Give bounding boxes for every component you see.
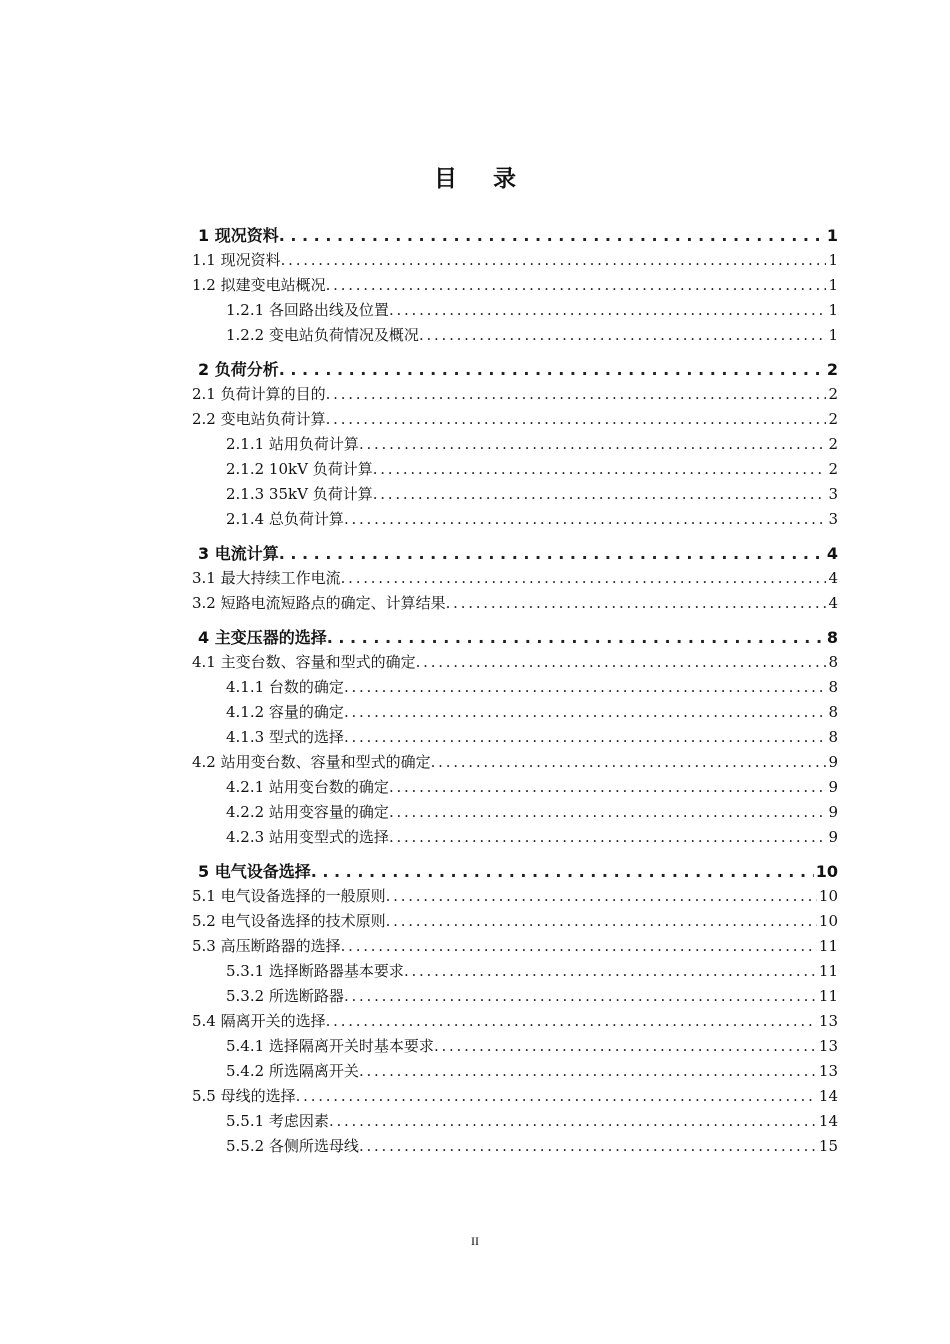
toc-entry-page-number: 10: [818, 887, 838, 905]
toc-entry-label: 4.2.2 站用变容量的确定: [226, 803, 389, 821]
toc-entry-page-number: 2: [828, 460, 838, 478]
toc-dot-leader: [404, 959, 817, 984]
toc-entry[interactable]: [192, 1009, 838, 1034]
toc-dot-leader: [326, 273, 827, 298]
toc-entry[interactable]: [192, 800, 838, 825]
toc-entry-page-number: 3: [828, 485, 838, 503]
toc-entry-page-number: 3: [828, 510, 838, 528]
toc-entry[interactable]: [192, 542, 838, 566]
toc-entry-page-number: 15: [818, 1137, 838, 1155]
toc-dot-leader: [389, 825, 827, 850]
toc-entry[interactable]: [192, 984, 838, 1009]
toc-entry-page-number: 9: [828, 778, 838, 796]
toc-entry-label: 4.1.3 型式的选择: [226, 728, 344, 746]
toc-entry[interactable]: [192, 298, 838, 323]
toc-entry-label: 2.1.4 总负荷计算: [226, 510, 344, 528]
toc-dot-leader: [431, 750, 827, 775]
toc-entry-page-number: 11: [818, 937, 838, 955]
toc-entry[interactable]: [192, 825, 838, 850]
toc-dot-leader: [344, 507, 827, 532]
toc-entry[interactable]: [192, 566, 838, 591]
table-of-contents: [192, 224, 838, 1159]
toc-entry-label: 5.3.1 选择断路器基本要求: [226, 962, 404, 980]
toc-entry[interactable]: [192, 934, 838, 959]
toc-entry[interactable]: [192, 626, 838, 650]
toc-dot-leader: [329, 1109, 817, 1134]
toc-dot-leader: [344, 675, 827, 700]
toc-dot-leader: [359, 1134, 817, 1159]
toc-entry-page-number: 9: [828, 803, 838, 821]
toc-entry-page-number: 8: [826, 628, 838, 647]
toc-entry-label: 2 负荷分析: [198, 360, 279, 379]
toc-entry-page-number: 13: [818, 1037, 838, 1055]
toc-dot-leader: [326, 407, 827, 432]
page-number: II: [471, 1234, 479, 1248]
toc-dot-leader: [326, 382, 827, 407]
toc-entry-label: 3.1 最大持续工作电流: [192, 569, 341, 587]
toc-entry[interactable]: [192, 650, 838, 675]
toc-dot-leader: [341, 566, 827, 591]
toc-entry-label: 1 现况资料: [198, 226, 279, 245]
toc-entry-label: 4.2.3 站用变型式的选择: [226, 828, 389, 846]
toc-entry-page-number: 2: [828, 410, 838, 428]
toc-entry[interactable]: [192, 909, 838, 934]
toc-dot-leader: [389, 775, 827, 800]
toc-entry[interactable]: [192, 1134, 838, 1159]
toc-entry-label: 5.5.1 考虑因素: [226, 1112, 329, 1130]
toc-entry[interactable]: [192, 591, 838, 616]
toc-dot-leader: [359, 432, 827, 457]
toc-dot-leader: [281, 248, 827, 273]
toc-dot-leader: [344, 725, 827, 750]
toc-entry-label: 2.1 负荷计算的目的: [192, 385, 326, 403]
toc-dot-leader: [389, 298, 827, 323]
toc-entry-page-number: 4: [828, 569, 838, 587]
toc-entry[interactable]: [192, 507, 838, 532]
toc-entry[interactable]: [192, 248, 838, 273]
toc-dot-leader: [434, 1034, 817, 1059]
toc-entry-page-number: 10: [815, 862, 838, 881]
toc-entry-page-number: 8: [828, 678, 838, 696]
toc-entry-page-number: 1: [826, 226, 838, 245]
toc-entry[interactable]: [192, 1034, 838, 1059]
toc-dot-leader: [344, 700, 827, 725]
toc-entry-page-number: 11: [818, 962, 838, 980]
toc-entry-page-number: 10: [818, 912, 838, 930]
toc-dot-leader: [344, 984, 817, 1009]
toc-entry-label: 5 电气设备选择: [198, 862, 311, 881]
toc-entry-label: 4.1 主变台数、容量和型式的确定: [192, 653, 416, 671]
toc-entry[interactable]: [192, 750, 838, 775]
toc-entry[interactable]: [192, 224, 838, 248]
toc-entry-label: 4 主变压器的选择: [198, 628, 327, 647]
toc-dot-leader: [419, 323, 827, 348]
toc-entry-label: 4.2.1 站用变台数的确定: [226, 778, 389, 796]
toc-entry-label: 5.5.2 各侧所选母线: [226, 1137, 359, 1155]
toc-dot-leader: [341, 934, 817, 959]
toc-entry-label: 1.1 现况资料: [192, 251, 281, 269]
toc-dot-leader: [386, 884, 817, 909]
toc-entry-label: 5.2 电气设备选择的技术原则: [192, 912, 386, 930]
toc-dot-leader: [386, 909, 817, 934]
toc-entry-label: 1.2.2 变电站负荷情况及概况: [226, 326, 419, 344]
toc-dot-leader: [389, 800, 827, 825]
toc-entry[interactable]: [192, 382, 838, 407]
toc-entry[interactable]: [192, 273, 838, 298]
toc-entry[interactable]: [192, 1109, 838, 1134]
toc-dot-leader: [279, 224, 825, 248]
toc-entry[interactable]: [192, 959, 838, 984]
toc-entry-label: 2.1.1 站用负荷计算: [226, 435, 359, 453]
toc-entry[interactable]: [192, 432, 838, 457]
toc-entry-label: 5.1 电气设备选择的一般原则: [192, 887, 386, 905]
toc-entry-page-number: 2: [826, 360, 838, 379]
toc-entry-page-number: 9: [828, 753, 838, 771]
toc-entry-page-number: 4: [826, 544, 838, 563]
toc-entry-label: 3.2 短路电流短路点的确定、计算结果: [192, 594, 446, 612]
toc-entry-label: 1.2.1 各回路出线及位置: [226, 301, 389, 319]
toc-entry-page-number: 13: [818, 1062, 838, 1080]
toc-entry-label: 5.4.1 选择隔离开关时基本要求: [226, 1037, 434, 1055]
toc-entry-label: 4.1.2 容量的确定: [226, 703, 344, 721]
toc-entry[interactable]: [192, 675, 838, 700]
toc-entry-label: 2.1.3 35kV 负荷计算: [226, 485, 373, 503]
toc-entry[interactable]: [192, 725, 838, 750]
toc-entry-label: 4.1.1 台数的确定: [226, 678, 344, 696]
toc-entry-page-number: 14: [818, 1087, 838, 1105]
toc-entry[interactable]: [192, 860, 838, 884]
toc-dot-leader: [373, 457, 827, 482]
toc-entry-label: 1.2 拟建变电站概况: [192, 276, 326, 294]
toc-entry[interactable]: [192, 775, 838, 800]
toc-entry-label: 5.4.2 所选隔离开关: [226, 1062, 359, 1080]
toc-entry-label: 2.1.2 10kV 负荷计算: [226, 460, 373, 478]
toc-dot-leader: [326, 1009, 817, 1034]
toc-dot-leader: [373, 482, 827, 507]
toc-entry[interactable]: [192, 358, 838, 382]
toc-entry-page-number: 1: [828, 251, 838, 269]
toc-entry-page-number: 4: [828, 594, 838, 612]
toc-entry-page-number: 11: [818, 987, 838, 1005]
toc-entry[interactable]: [192, 407, 838, 432]
toc-entry[interactable]: [192, 884, 838, 909]
toc-entry-page-number: 1: [828, 301, 838, 319]
toc-dot-leader: [359, 1059, 817, 1084]
toc-entry-page-number: 2: [828, 435, 838, 453]
toc-entry-label: 5.4 隔离开关的选择: [192, 1012, 326, 1030]
page-title: 目 录: [433, 166, 530, 192]
toc-entry-page-number: 8: [828, 653, 838, 671]
toc-dot-leader: [327, 626, 825, 650]
toc-dot-leader: [279, 358, 825, 382]
toc-entry-label: 5.5 母线的选择: [192, 1087, 296, 1105]
toc-entry-page-number: 8: [828, 703, 838, 721]
toc-entry-label: 3 电流计算: [198, 544, 279, 563]
toc-entry-page-number: 13: [818, 1012, 838, 1030]
toc-entry-page-number: 1: [828, 326, 838, 344]
toc-entry[interactable]: [192, 482, 838, 507]
toc-entry[interactable]: [192, 457, 838, 482]
toc-entry[interactable]: [192, 1084, 838, 1109]
toc-entry[interactable]: [192, 1059, 838, 1084]
toc-dot-leader: [279, 542, 825, 566]
toc-dot-leader: [296, 1084, 817, 1109]
toc-entry-label: 5.3.2 所选断路器: [226, 987, 344, 1005]
toc-entry-page-number: 14: [818, 1112, 838, 1130]
toc-entry-page-number: 2: [828, 385, 838, 403]
toc-entry[interactable]: [192, 700, 838, 725]
toc-entry-label: 5.3 高压断路器的选择: [192, 937, 341, 955]
toc-entry-label: 2.2 变电站负荷计算: [192, 410, 326, 428]
toc-dot-leader: [311, 860, 814, 884]
toc-entry-label: 4.2 站用变台数、容量和型式的确定: [192, 753, 431, 771]
toc-entry-page-number: 9: [828, 828, 838, 846]
toc-dot-leader: [416, 650, 827, 675]
toc-entry[interactable]: [192, 323, 838, 348]
toc-dot-leader: [446, 591, 827, 616]
toc-entry-page-number: 1: [828, 276, 838, 294]
toc-entry-page-number: 8: [828, 728, 838, 746]
